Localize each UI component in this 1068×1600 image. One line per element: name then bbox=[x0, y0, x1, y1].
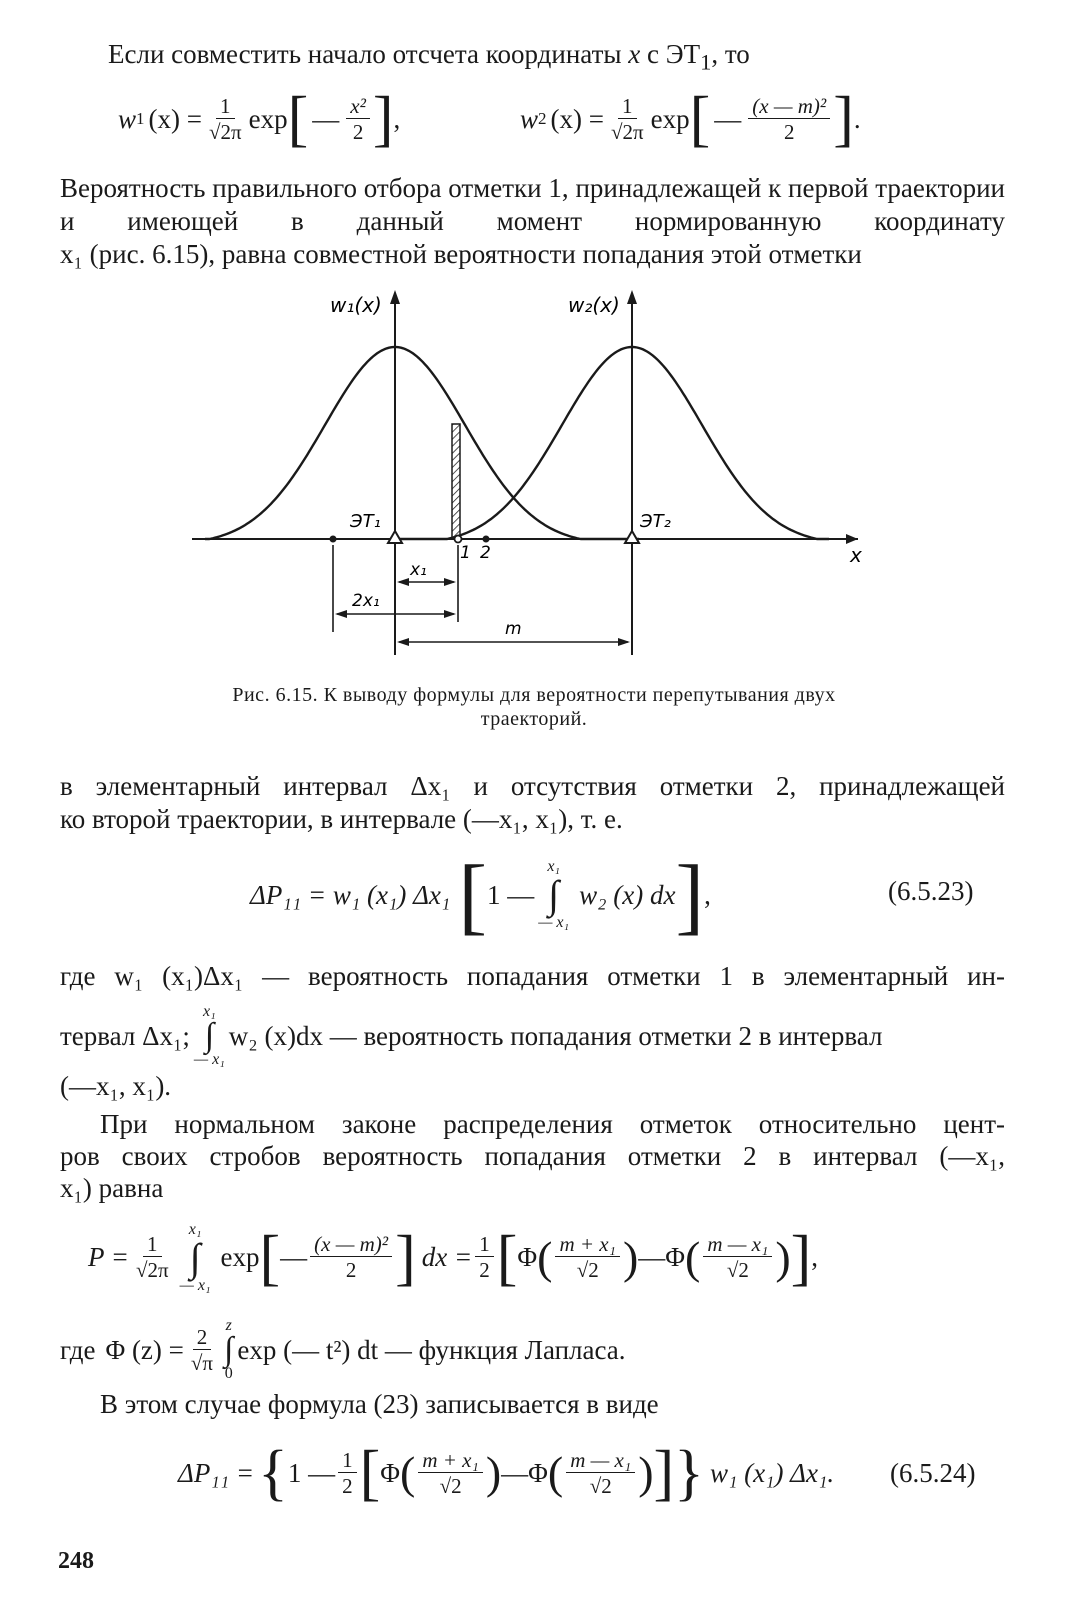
eqP-coef bbox=[132, 1232, 173, 1283]
w2-coef-num: 1 bbox=[618, 94, 637, 119]
eqP-dx: dx = bbox=[421, 1242, 473, 1272]
eq23-integral: x₁ ∫ — x₁ bbox=[538, 858, 570, 931]
ylabel-w2: w₂(x) bbox=[568, 293, 620, 317]
equation-w1: w 1 (x) = $\frac{1}{√2\pi}$ exp [ — $\frac{\text{x²}}{2}$ ] , bbox=[118, 85, 401, 153]
figure-caption-line1: Рис. 6.15. К выводу формулы для вероятности перепутывания двух bbox=[232, 684, 836, 706]
w2-coef-frac bbox=[607, 94, 648, 145]
eq24-half-den: 2 bbox=[342, 1473, 353, 1498]
eqP-sqrt2-a: √2 bbox=[576, 1258, 599, 1282]
intro-x: x bbox=[628, 39, 641, 69]
where-line2 bbox=[60, 1000, 883, 1072]
eqP-exp: exp bbox=[220, 1242, 260, 1272]
eqP-half bbox=[475, 1232, 494, 1283]
equation-6-5-23: ΔP₁₁ = w₁ (x₁) Δx₁ [ 1 — x₁ ∫ — x₁ w₂ (x) dx ] , bbox=[250, 847, 711, 943]
label-m: m bbox=[505, 619, 522, 639]
eq24-sqrt2-b: √2 bbox=[589, 1473, 612, 1498]
w2-lbracket: [ bbox=[689, 85, 711, 153]
lap-phi: Φ (z) = bbox=[105, 1334, 184, 1365]
eqP-upper: x₁ bbox=[188, 1220, 202, 1238]
eq24-mmx1: m — x₁ bbox=[570, 1447, 632, 1472]
eq24-number: (6.5.24) bbox=[890, 1458, 976, 1488]
y-axis-1-arrow bbox=[390, 290, 400, 304]
label-mark-2: 2 bbox=[480, 543, 491, 563]
eqP-integral: x₁ ∫ — x₁ bbox=[179, 1220, 211, 1294]
eq24-one: 1 — bbox=[287, 1457, 336, 1488]
w2-arg: (x) = bbox=[550, 103, 604, 134]
w1-x2: x² bbox=[350, 93, 366, 118]
eq24-tail: w₁ (x₁) Δx₁. bbox=[709, 1457, 835, 1488]
eq23-upper: x₁ bbox=[547, 858, 560, 875]
y-axis-2-arrow bbox=[627, 290, 637, 304]
laplace-line bbox=[60, 1310, 626, 1390]
paragraph-1-tail: x₁ (рис. 6.15), равна совместной вероятности попадания этой отметки bbox=[60, 239, 862, 269]
w1-exp-den: 2 bbox=[352, 119, 364, 144]
intro-line bbox=[108, 38, 750, 78]
eqP-exp-frac bbox=[310, 1232, 392, 1283]
eq23-number: (6.5.23) bbox=[888, 876, 974, 906]
eq24-frac-minus bbox=[566, 1448, 635, 1499]
label-2x1: 2x₁ bbox=[352, 591, 380, 611]
where-integral: x₁ ∫ — x₁ bbox=[193, 1003, 225, 1068]
label-et2: ЭТ₂ bbox=[640, 511, 671, 532]
eqP-mpx1: m + x₁ bbox=[559, 1232, 616, 1256]
paragraph-4: В этом случае формула (23) записывается в виде bbox=[100, 1389, 659, 1419]
point-2 bbox=[483, 536, 490, 543]
lap-den: √π bbox=[190, 1350, 214, 1375]
eq24-half-num: 1 bbox=[338, 1448, 357, 1473]
et1-marker bbox=[388, 531, 402, 543]
w1-symbol: w bbox=[118, 103, 137, 134]
page-number: 248 bbox=[58, 1548, 94, 1574]
eqP-coef-den: √2π bbox=[135, 1258, 169, 1282]
where-line1: где w₁ (x₁)Δx₁ — вероятность попадания отметки 1 в элементарный ин- bbox=[60, 961, 1005, 991]
label-et1: ЭТ₁ bbox=[350, 511, 381, 532]
eqP-coef-num: 1 bbox=[143, 1232, 162, 1257]
w2-coef-den: √2π bbox=[610, 119, 644, 144]
w1-lbracket: [ bbox=[287, 85, 309, 153]
eq24-lhs: ΔP₁₁ = bbox=[178, 1457, 255, 1488]
figure-6-15 bbox=[190, 285, 880, 670]
w2-exp-den: 2 bbox=[783, 119, 795, 144]
eqP-mmx1: m — x₁ bbox=[707, 1232, 769, 1256]
eqP-sqrt2-b: √2 bbox=[726, 1258, 749, 1282]
w2-xm2: (x — m)² bbox=[752, 93, 827, 118]
w2-exp-frac bbox=[748, 94, 830, 145]
eqP-lhs: P = bbox=[88, 1242, 129, 1272]
intro-sub: 1 bbox=[700, 49, 712, 75]
lap-integral: z ∫ 0 bbox=[224, 1317, 234, 1382]
where-line2-a: тервал Δx₁; bbox=[60, 1020, 190, 1051]
eqP-half-num: 1 bbox=[475, 1232, 494, 1257]
lap-lower: 0 bbox=[224, 1365, 233, 1382]
curve-w1 bbox=[205, 347, 639, 539]
where-line2-b: w₂ (x)dx — вероятность попадания отметки 2 в интервал bbox=[228, 1020, 883, 1051]
eq24-phi2: Φ bbox=[528, 1457, 548, 1488]
paragraph-2-line1: в элементарный интервал Δx₁ и отсутствия отметки 2, принадлежащей bbox=[60, 771, 1005, 801]
xlabel: x bbox=[850, 543, 862, 567]
equation-w2: w 2 (x) = $\frac{1}{√2\pi}$ exp [ — $\frac{\text{(x — m)²}}{2}$ ] . bbox=[520, 85, 861, 153]
lap-upper: z bbox=[225, 1317, 232, 1334]
where-lower: — x₁ bbox=[193, 1051, 225, 1068]
eq24-half bbox=[338, 1448, 357, 1499]
point-left bbox=[330, 536, 337, 543]
eq24-mpx1: m + x₁ bbox=[422, 1447, 479, 1472]
eqP-exp-den: 2 bbox=[345, 1258, 357, 1282]
eq23-lhs: ΔP₁₁ = w₁ (x₁) Δx₁ bbox=[250, 879, 451, 910]
w1-coef-num: 1 bbox=[216, 94, 235, 119]
where-line3: (—x₁, x₁). bbox=[60, 1071, 172, 1101]
lap-where: где bbox=[60, 1334, 96, 1365]
w1-coef-frac bbox=[205, 94, 246, 145]
w2-symbol: w bbox=[520, 103, 539, 134]
eqP-frac-plus bbox=[555, 1232, 619, 1283]
hatched-strip bbox=[452, 424, 460, 539]
eqP-half-den: 2 bbox=[479, 1258, 490, 1282]
eqP-lower: — x₁ bbox=[179, 1276, 211, 1294]
equation-6-5-24: ΔP₁₁ = { 1 — $\frac{1}{2}$ [ Φ ( $\frac{\text{m + x₁}}{√2}$ ) — Φ ( $\frac{\text{m — x₁}}{√2}$ ) ] } w₁ (x₁) Δx₁. bbox=[178, 1439, 835, 1507]
eq24-phi1: Φ bbox=[380, 1457, 401, 1488]
w1-arg: (x) = bbox=[148, 103, 202, 134]
lap-integrand: exp (— t²) dt — функция Лапласа. bbox=[237, 1334, 626, 1365]
eq23-one: 1 — bbox=[486, 879, 535, 910]
w1-coef-den: √2π bbox=[208, 119, 242, 144]
figure-caption-line2: траекторий. bbox=[480, 708, 588, 730]
w1-exp: exp bbox=[248, 103, 288, 134]
eq24-frac-plus bbox=[418, 1448, 482, 1499]
where-upper: x₁ bbox=[203, 1003, 216, 1020]
eq23-lower: — x₁ bbox=[538, 914, 570, 931]
eqP-phi1: Φ bbox=[517, 1242, 538, 1272]
paragraph-3-line2: ров своих стробов вероятность попадания отметки 2 в интервал (—x₁, bbox=[60, 1141, 1005, 1171]
intro-end: , то bbox=[711, 39, 750, 69]
lap-num: 2 bbox=[193, 1325, 212, 1350]
eq24-sqrt2-a: √2 bbox=[439, 1473, 462, 1498]
point-1 bbox=[455, 536, 462, 543]
label-mark-1: 1 bbox=[460, 543, 471, 563]
paragraph-3-line1: При нормальном законе распределения отметок относительно цент- bbox=[100, 1109, 1005, 1139]
equation-P: P = $\frac{1}{√2\pi}$ x₁ ∫ — x₁ exp [ — $\frac{\text{(x — m)²}}{2}$ ] dx = $\frac{1}{2}$ [ Φ ( $\frac{\text{m + x₁}}{√2}$ ) — Φ ( $\frac{\text{m — x₁}}{√2}$ ) ] , bbox=[88, 1220, 819, 1294]
intro-tail: с ЭТ bbox=[647, 39, 701, 69]
paragraph-1: Вероятность правильного отбора отметки 1, принадлежащей к первой траектории и имеющей в данный момент нормированную координату bbox=[60, 173, 1005, 236]
lap-frac bbox=[187, 1325, 217, 1376]
w2-sub: 2 bbox=[538, 109, 547, 128]
w2-rbracket: ] bbox=[833, 85, 854, 153]
paragraph-3-line3: x₁) равна bbox=[60, 1173, 164, 1203]
eq23-integrand: w₂ (x) dx bbox=[579, 879, 676, 910]
paragraph-2-line2: ко второй траектории, в интервале (—x₁, x₁), т. е. bbox=[60, 804, 623, 834]
w2-exp: exp bbox=[650, 103, 690, 134]
w1-exp-frac bbox=[346, 94, 370, 145]
w1-sub: 1 bbox=[136, 109, 145, 128]
eqP-xm2: (x — m)² bbox=[314, 1232, 389, 1256]
intro-text: Если совместить начало отсчета координаты bbox=[108, 39, 622, 69]
ylabel-w1: w₁(x) bbox=[330, 293, 382, 317]
eqP-phi2: Φ bbox=[665, 1242, 686, 1272]
et2-marker bbox=[625, 531, 639, 543]
eqP-frac-minus bbox=[703, 1232, 772, 1283]
label-x1: x₁ bbox=[410, 560, 427, 580]
w1-rbracket: ] bbox=[372, 85, 394, 153]
